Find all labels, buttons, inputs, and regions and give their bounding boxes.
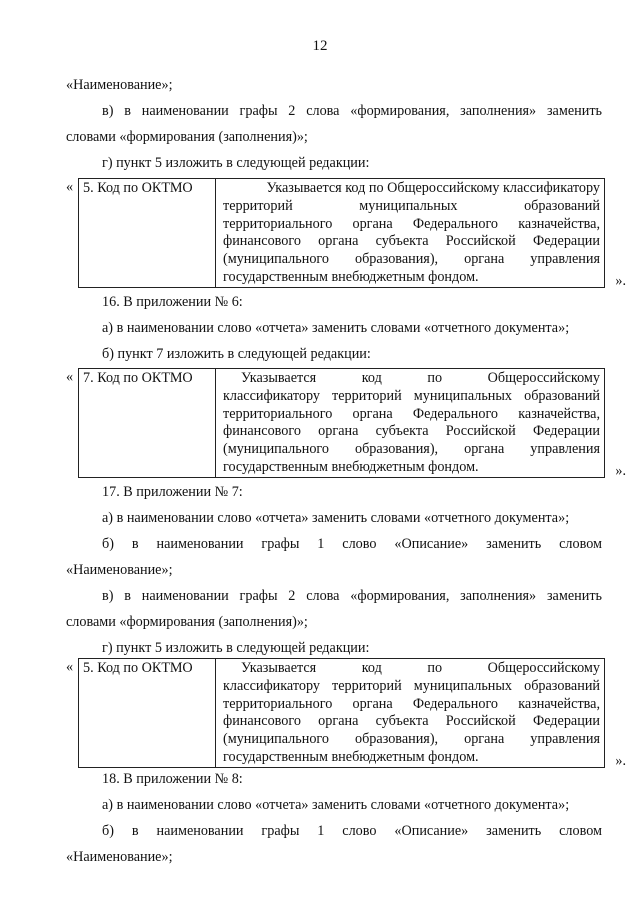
table-description-line: территориального органа Федерального казначейства, [223,405,600,422]
table-description-line: территориального органа Федерального казначейства, [223,215,600,232]
table-description-line: финансового органа субъекта Российской Федерации [223,713,600,730]
text-line: а) в наименовании слово «отчета» заменить словами «отчетного документа»; [102,797,570,813]
replacement-table [66,368,626,478]
table-description-line: территорий муниципальных образований [223,197,600,214]
text-line: «Наименование»; [66,77,173,93]
text-line: 16. В приложении № 6: [102,294,243,310]
text-line: б) в наименовании графы 1 слово «Описание» заменить словом [102,536,602,552]
text-line: в) в наименовании графы 2 слова «формирования, заполнения» заменить [102,103,602,119]
table-description-line: государственным внебюджетным фондом. [223,458,479,475]
table-description-line: Указывается код по Общероссийскому [241,370,600,386]
table-description-line: классификатору территорий муниципальных образований [223,387,600,404]
table-description-line: Указывается код по Общероссийскому [241,660,600,676]
text-line: г) пункт 5 изложить в следующей редакции: [102,640,370,656]
page-number: 12 [312,38,328,54]
table-description-line: Указывается код по Общероссийскому классификатору [266,180,600,196]
table-cell-label: 5. Код по ОКТМО [79,179,216,287]
table-cell-label: 5. Код по ОКТМО [79,659,216,767]
table-box [78,368,605,478]
table-description-line: (муниципального образования), органа управления [223,731,600,748]
replacement-table [66,658,626,768]
text-line: б) пункт 7 изложить в следующей редакции: [102,346,371,362]
table-description-line: государственным внебюджетным фондом. [223,268,479,285]
replacement-table [66,178,626,288]
table-description-line: (муниципального образования), органа управления [223,441,600,458]
text-line: в) в наименовании графы 2 слова «формирования, заполнения» заменить [102,588,602,604]
table-cell-label: 7. Код по ОКТМО [79,369,216,477]
table-box [78,178,605,288]
table-description-line: территориального органа Федерального казначейства, [223,695,600,712]
text-line: «Наименование»; [66,849,173,865]
text-line: 17. В приложении № 7: [102,484,243,500]
text-line: г) пункт 5 изложить в следующей редакции: [102,155,370,171]
quote-close: ». [615,273,626,289]
table-description-line: классификатору территорий муниципальных образований [223,677,600,694]
text-line: б) в наименовании графы 1 слово «Описание» заменить словом [102,823,602,839]
table-cell-description [216,179,604,287]
text-line: 18. В приложении № 8: [102,771,243,787]
table-description-line: государственным внебюджетным фондом. [223,748,479,765]
quote-close: ». [615,753,626,769]
table-description-line: финансового органа субъекта Российской Федерации [223,233,600,250]
quote-open: « [66,659,74,675]
text-line: «Наименование»; [66,562,173,578]
table-description-line: финансового органа субъекта Российской Федерации [223,423,600,440]
table-description-line: (муниципального образования), органа управления [223,251,600,268]
table-cell-description [216,659,604,767]
quote-close: ». [615,463,626,479]
table-cell-description [216,369,604,477]
text-line: словами «формирования (заполнения)»; [66,614,308,630]
text-line: словами «формирования (заполнения)»; [66,129,308,145]
quote-open: « [66,369,74,385]
text-line: а) в наименовании слово «отчета» заменить словами «отчетного документа»; [102,320,570,336]
text-line: а) в наименовании слово «отчета» заменить словами «отчетного документа»; [102,510,570,526]
table-box [78,658,605,768]
quote-open: « [66,179,74,195]
